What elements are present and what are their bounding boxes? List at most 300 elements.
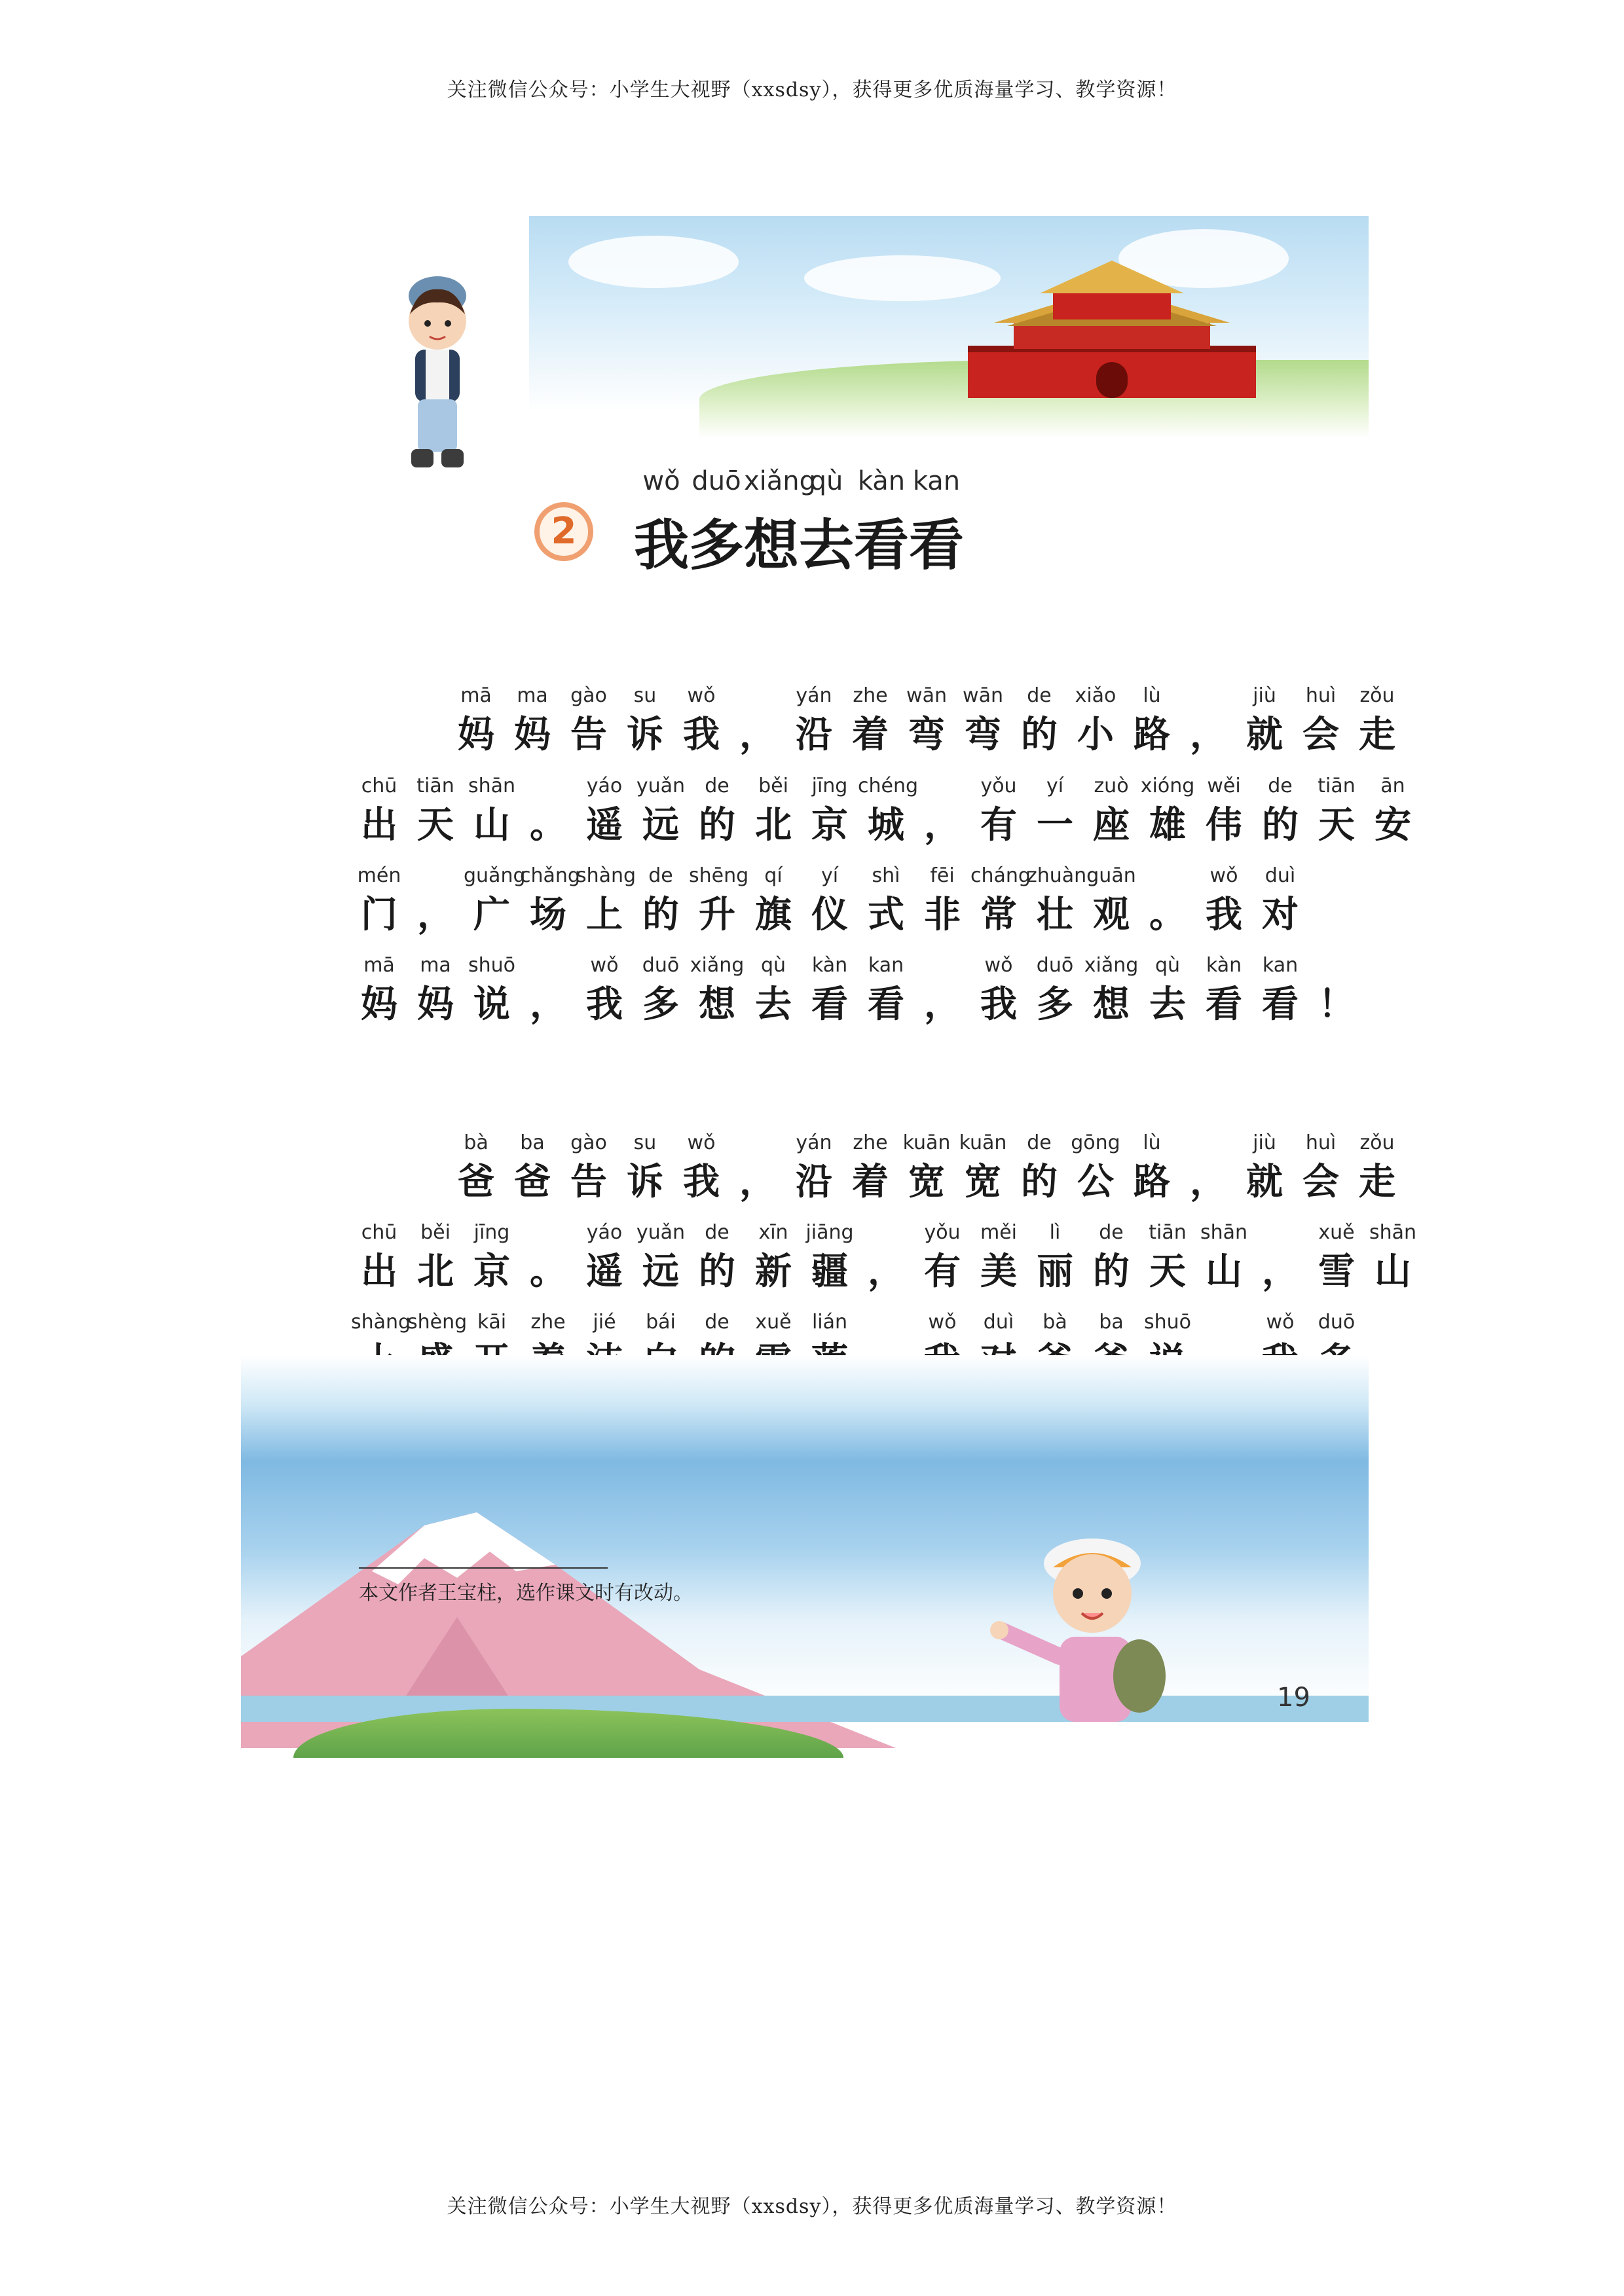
hanzi: 会	[1302, 1160, 1339, 1203]
hanzi-with-pinyin	[1083, 954, 1139, 1027]
hanzi-with-pinyin	[689, 864, 749, 938]
pinyin: de	[705, 1311, 729, 1334]
pinyin: qù	[1154, 954, 1181, 977]
hanzi-with-pinyin	[802, 954, 858, 1027]
hanzi: 告	[570, 1160, 607, 1203]
punctuation	[520, 954, 576, 1027]
hanzi-with-pinyin	[1083, 774, 1139, 848]
punctuation	[407, 864, 464, 938]
pinyin: de	[1099, 1221, 1124, 1244]
pinyin: qí	[764, 864, 783, 887]
pinyin: tiān	[416, 774, 454, 797]
hanzi-with-pinyin	[1083, 864, 1139, 938]
pinyin: de	[705, 1221, 729, 1244]
pinyin: wǒ	[590, 954, 619, 977]
pinyin: yuǎn	[636, 774, 686, 797]
pinyin: de	[648, 864, 673, 887]
hanzi: 的	[699, 1250, 735, 1293]
hanzi: 想	[1093, 983, 1130, 1026]
hanzi: 多	[1037, 983, 1073, 1026]
pinyin: cháng	[970, 864, 1031, 887]
hanzi: 弯	[965, 713, 1001, 756]
hanzi-with-pinyin	[898, 1131, 955, 1205]
pinyin: bà	[1043, 1311, 1067, 1334]
pinyin: kan	[868, 954, 904, 977]
hanzi-with-pinyin	[842, 684, 898, 757]
pinyin: de	[1027, 1131, 1052, 1154]
hanzi: 去	[799, 513, 855, 577]
hanzi-with-pinyin	[970, 1221, 1027, 1294]
pinyin: shān	[1369, 1221, 1417, 1244]
hanzi-with-pinyin	[464, 774, 520, 848]
pinyin: lián	[811, 1311, 848, 1334]
hanzi-with-pinyin	[802, 774, 858, 848]
pinyin: zǒu	[1359, 1131, 1395, 1154]
pinyin: yáo	[586, 774, 623, 797]
hanzi: 说	[473, 983, 510, 1026]
hanzi-with-pinyin	[1196, 1221, 1252, 1294]
hanzi: 宽	[965, 1160, 1001, 1203]
hanzi-with-pinyin	[689, 954, 745, 1027]
hanzi: 妈	[361, 983, 397, 1026]
hanzi: 雄	[1149, 803, 1186, 847]
hanzi-with-pinyin	[970, 774, 1027, 848]
pinyin: yán	[796, 684, 832, 707]
pinyin: jié	[593, 1311, 616, 1334]
hanzi-with-pinyin	[633, 954, 689, 1027]
pinyin	[1180, 1131, 1236, 1159]
hanzi: 的	[1021, 713, 1058, 756]
pinyin: wǒ	[642, 466, 680, 496]
pinyin: zhe	[530, 1311, 566, 1334]
hanzi: 远	[642, 803, 679, 847]
pinyin: mā	[460, 684, 492, 707]
pinyin: fēi	[930, 864, 955, 887]
hanzi-with-pinyin	[633, 774, 689, 848]
pinyin: kan	[912, 466, 961, 496]
punctuation	[729, 684, 786, 757]
hanzi-with-pinyin	[1067, 684, 1124, 757]
hanzi: 的	[699, 803, 735, 847]
hanzi: 山	[473, 803, 510, 847]
pinyin: chū	[361, 774, 397, 797]
hanzi: 丽	[1037, 1250, 1073, 1293]
hanzi: 看	[868, 983, 904, 1026]
hanzi-with-pinyin	[1252, 864, 1308, 938]
hanzi-with-pinyin	[1236, 1131, 1293, 1205]
hanzi-with-pinyin	[634, 466, 689, 581]
pinyin: wān	[963, 684, 1003, 707]
hanzi-with-pinyin	[955, 1131, 1011, 1205]
hanzi-with-pinyin	[576, 954, 633, 1027]
punctuation	[858, 1221, 914, 1294]
hanzi-with-pinyin	[448, 1131, 504, 1205]
hanzi-with-pinyin	[689, 466, 744, 581]
pinyin: měi	[980, 1221, 1017, 1244]
hanzi: 出	[361, 1250, 397, 1293]
pinyin: jīng	[811, 774, 848, 797]
hanzi: 弯	[908, 713, 945, 756]
hanzi: ，	[868, 1250, 904, 1293]
tiananmen-illustration	[968, 247, 1256, 418]
hanzi: 对	[1262, 893, 1299, 936]
punctuation	[520, 774, 576, 848]
hanzi: 的	[1093, 1250, 1130, 1293]
hanzi-with-pinyin	[520, 864, 580, 938]
pinyin: lì	[1049, 1221, 1061, 1244]
pinyin: tiān	[1149, 1221, 1187, 1244]
hanzi-with-pinyin	[745, 954, 802, 1027]
pinyin: jiāng	[805, 1221, 854, 1244]
punctuation	[914, 954, 970, 1027]
page-number: 19	[1277, 1683, 1310, 1713]
hanzi-with-pinyin	[576, 1221, 633, 1294]
hanzi: 的	[1021, 1160, 1058, 1203]
pinyin: yǒu	[980, 774, 1017, 797]
hanzi: 着	[852, 713, 889, 756]
hanzi-with-pinyin	[351, 1221, 407, 1294]
pinyin	[858, 1311, 914, 1338]
hanzi-with-pinyin	[1011, 684, 1067, 757]
hanzi-with-pinyin	[1027, 954, 1083, 1027]
hanzi-with-pinyin	[786, 684, 842, 757]
hanzi-with-pinyin	[351, 954, 407, 1027]
pinyin: mā	[363, 954, 395, 977]
hanzi: 看	[1206, 983, 1242, 1026]
pinyin: wǒ	[687, 684, 716, 707]
hanzi: ，	[924, 803, 961, 847]
hanzi: 就	[1246, 1160, 1283, 1203]
hanzi: 的	[642, 893, 679, 936]
pinyin: yuǎn	[636, 1221, 686, 1244]
hanzi: 去	[1149, 983, 1186, 1026]
hanzi: 看	[909, 513, 965, 577]
mountain-scene-illustration	[241, 1355, 1369, 1758]
pinyin: qù	[809, 466, 843, 496]
hanzi: ，	[739, 1160, 776, 1203]
hanzi-with-pinyin	[561, 1131, 617, 1205]
hanzi-with-pinyin	[1027, 864, 1099, 938]
hanzi-with-pinyin	[576, 774, 633, 848]
footnote: 本文作者王宝柱，选作课文时有改动。	[359, 1582, 693, 1605]
hanzi: 看	[1262, 983, 1299, 1026]
hanzi-with-pinyin	[464, 954, 520, 1027]
hanzi-with-pinyin	[1196, 954, 1252, 1027]
hanzi: 雪	[1318, 1250, 1355, 1293]
pinyin: shēng	[689, 864, 749, 887]
hanzi-with-pinyin	[504, 1131, 561, 1205]
hanzi: 爸	[458, 1160, 494, 1203]
pinyin: shèng	[407, 1311, 468, 1334]
hanzi-with-pinyin	[673, 1131, 729, 1205]
pinyin: jiù	[1253, 684, 1276, 707]
hanzi: 我	[586, 983, 623, 1026]
textbook-page	[241, 216, 1417, 1758]
hanzi: ，	[1190, 1160, 1227, 1203]
hanzi: 沿	[796, 713, 832, 756]
pinyin: zhe	[853, 684, 888, 707]
punctuation	[520, 1221, 576, 1294]
hanzi: 路	[1134, 1160, 1170, 1203]
pinyin: kàn	[1206, 954, 1242, 977]
punctuation	[1252, 1221, 1308, 1294]
pinyin: jīng	[473, 1221, 510, 1244]
hanzi-with-pinyin	[955, 684, 1011, 757]
hanzi: 诉	[627, 1160, 663, 1203]
hanzi-with-pinyin	[448, 684, 504, 757]
hanzi: 广	[473, 893, 510, 936]
hanzi-with-pinyin	[1027, 1221, 1083, 1294]
pinyin: yǒu	[924, 1221, 961, 1244]
hanzi-with-pinyin	[744, 466, 817, 581]
hanzi-with-pinyin	[504, 684, 561, 757]
pinyin: guān	[1086, 864, 1136, 887]
pinyin: běi	[420, 1221, 451, 1244]
hanzi: 京	[473, 1250, 510, 1293]
hanzi: 天	[1318, 803, 1355, 847]
hanzi: 看	[854, 513, 910, 577]
hanzi-with-pinyin	[745, 864, 802, 938]
hanzi-with-pinyin	[1139, 774, 1196, 848]
hanzi: ，	[1190, 713, 1227, 756]
hanzi: 常	[980, 893, 1017, 936]
hanzi: 沿	[796, 1160, 832, 1203]
hanzi: 伟	[1206, 803, 1242, 847]
pinyin: kuān	[902, 1131, 951, 1154]
hanzi-with-pinyin	[1011, 1131, 1067, 1205]
hanzi-with-pinyin	[745, 774, 802, 848]
hanzi: 小	[1077, 713, 1114, 756]
hanzi-with-pinyin	[1365, 1221, 1421, 1294]
pinyin: zhe	[853, 1131, 888, 1154]
hanzi: 安	[1375, 803, 1411, 847]
hanzi: 公	[1077, 1160, 1114, 1203]
pinyin: ma	[517, 684, 548, 707]
hanzi: ！	[1318, 983, 1355, 1026]
hanzi-with-pinyin	[407, 774, 464, 848]
pinyin: yáo	[586, 1221, 623, 1244]
watermark-bottom: 关注微信公众号：小学生大视野（xxsdsy），获得更多优质海量学习、教学资源！	[447, 2195, 1177, 2218]
boy-with-cap-illustration	[994, 1525, 1190, 1722]
pinyin	[1139, 864, 1196, 892]
pinyin: xiǎng	[690, 954, 745, 977]
pinyin: shān	[468, 774, 516, 797]
hanzi-with-pinyin	[1196, 864, 1252, 938]
hanzi: 上	[586, 893, 623, 936]
pinyin: lù	[1143, 684, 1161, 707]
pinyin	[520, 774, 576, 802]
hanzi-with-pinyin	[1027, 774, 1083, 848]
hanzi: 妈	[514, 713, 551, 756]
hanzi: 就	[1246, 713, 1283, 756]
hanzi: 座	[1093, 803, 1130, 847]
hanzi: 走	[1359, 713, 1395, 756]
hanzi: 。	[530, 803, 566, 847]
hanzi: 。	[530, 1250, 566, 1293]
hanzi: 城	[868, 803, 904, 847]
pinyin: de	[1268, 774, 1293, 797]
hanzi-with-pinyin	[745, 1221, 802, 1294]
hanzi: 有	[980, 803, 1017, 847]
hanzi-with-pinyin	[799, 466, 854, 581]
pinyin: duō	[692, 466, 741, 496]
hanzi: 北	[417, 1250, 454, 1293]
hanzi: 门	[361, 893, 397, 936]
pinyin: chū	[361, 1221, 397, 1244]
hanzi: 我	[683, 713, 720, 756]
pinyin: lù	[1143, 1131, 1161, 1154]
pinyin: yí	[1046, 774, 1064, 797]
hanzi: 场	[530, 893, 566, 936]
pinyin: běi	[758, 774, 788, 797]
hanzi: 新	[755, 1250, 792, 1293]
hanzi: 多	[642, 983, 679, 1026]
hanzi: 北	[755, 803, 792, 847]
pinyin: ba	[1099, 1311, 1124, 1334]
hanzi: 着	[852, 1160, 889, 1203]
punctuation	[1308, 954, 1365, 1027]
pinyin: shàng	[351, 1311, 411, 1334]
hanzi: ，	[530, 983, 566, 1026]
hanzi-with-pinyin	[1349, 684, 1405, 757]
hanzi: 宽	[908, 1160, 945, 1203]
hanzi: 会	[1302, 713, 1339, 756]
hanzi-with-pinyin	[858, 774, 919, 848]
pinyin: xuě	[755, 1311, 792, 1334]
pinyin: duì	[983, 1311, 1014, 1334]
hanzi-with-pinyin	[689, 774, 745, 848]
pinyin: bái	[646, 1311, 676, 1334]
pinyin	[1252, 1221, 1308, 1248]
pinyin: xiǎng	[1084, 954, 1139, 977]
hanzi-with-pinyin	[673, 684, 729, 757]
pinyin: de	[705, 774, 729, 797]
pinyin: su	[633, 684, 657, 707]
pinyin: de	[1027, 684, 1052, 707]
footnote-rule	[359, 1567, 608, 1569]
hanzi: 非	[924, 893, 961, 936]
hanzi-with-pinyin	[633, 864, 689, 938]
hanzi-with-pinyin	[914, 864, 970, 938]
hanzi: 诉	[627, 713, 663, 756]
hanzi: 想	[699, 983, 735, 1026]
hanzi: 疆	[811, 1250, 848, 1293]
pinyin: kāi	[477, 1311, 507, 1334]
hanzi-with-pinyin	[633, 1221, 689, 1294]
pinyin: shì	[872, 864, 900, 887]
hanzi-with-pinyin	[802, 1221, 858, 1294]
hanzi-with-pinyin	[617, 684, 673, 757]
hanzi: 看	[811, 983, 848, 1026]
hanzi-with-pinyin	[1349, 1131, 1405, 1205]
pinyin: yí	[821, 864, 839, 887]
hanzi: 妈	[458, 713, 494, 756]
pinyin: xuě	[1318, 1221, 1355, 1244]
hanzi-with-pinyin	[786, 1131, 842, 1205]
hanzi: ，	[739, 713, 776, 756]
pinyin: huì	[1305, 1131, 1337, 1154]
pinyin: gào	[570, 684, 607, 707]
pinyin	[520, 1221, 576, 1248]
hanzi-with-pinyin	[1293, 684, 1349, 757]
pinyin: duì	[1264, 864, 1296, 887]
hanzi-with-pinyin	[1252, 954, 1308, 1027]
lesson-number-badge: 2	[534, 502, 593, 561]
pinyin: huì	[1305, 684, 1337, 707]
hanzi: 告	[570, 713, 607, 756]
pinyin: chǎng	[520, 864, 580, 887]
pinyin: guǎng	[464, 864, 526, 887]
hanzi-with-pinyin	[970, 864, 1031, 938]
boy-illustration	[392, 268, 483, 491]
hanzi: 我	[683, 1160, 720, 1203]
punctuation	[1139, 864, 1196, 938]
hanzi: 远	[642, 1250, 679, 1293]
hanzi-with-pinyin	[970, 954, 1027, 1027]
pinyin: wǒ	[1209, 864, 1238, 887]
hanzi-with-pinyin	[1139, 954, 1196, 1027]
pinyin: yán	[796, 1131, 832, 1154]
pinyin: shuō	[1143, 1311, 1191, 1334]
hanzi: 一	[1037, 803, 1073, 847]
hanzi-with-pinyin	[1196, 774, 1252, 848]
hanzi: 京	[811, 803, 848, 847]
pinyin: kan	[1262, 954, 1299, 977]
hanzi: 式	[868, 893, 904, 936]
hanzi-with-pinyin	[1293, 1131, 1349, 1205]
pinyin: wǒ	[928, 1311, 957, 1334]
pinyin: gào	[570, 1131, 607, 1154]
hanzi: 去	[755, 983, 792, 1026]
hanzi: 我	[634, 513, 690, 577]
hanzi-with-pinyin	[1308, 774, 1365, 848]
pinyin: kàn	[857, 466, 906, 496]
hanzi-with-pinyin	[1236, 684, 1293, 757]
hanzi-with-pinyin	[1308, 1221, 1365, 1294]
hanzi-with-pinyin	[689, 1221, 745, 1294]
pinyin: jiù	[1253, 1131, 1276, 1154]
pinyin: su	[633, 1131, 657, 1154]
pinyin: wǒ	[1266, 1311, 1295, 1334]
hanzi-with-pinyin	[909, 466, 964, 581]
hanzi: 出	[361, 803, 397, 847]
hanzi: 有	[924, 1250, 961, 1293]
hanzi-with-pinyin	[854, 466, 909, 581]
hanzi: ，	[1262, 1250, 1299, 1293]
pinyin	[1308, 954, 1365, 981]
pinyin: shuō	[468, 954, 515, 977]
punctuation	[1180, 1131, 1236, 1205]
hanzi-with-pinyin	[858, 864, 914, 938]
hanzi-with-pinyin	[464, 864, 526, 938]
hanzi-with-pinyin	[351, 774, 407, 848]
hanzi-with-pinyin	[802, 864, 858, 938]
hanzi: 路	[1134, 713, 1170, 756]
hanzi: 想	[744, 513, 800, 577]
hanzi: 爸	[514, 1160, 551, 1203]
pinyin	[1180, 684, 1236, 712]
hanzi: ，	[417, 893, 454, 936]
hanzi-with-pinyin	[464, 1221, 520, 1294]
hanzi: 。	[1149, 893, 1186, 936]
hanzi-with-pinyin	[407, 1221, 464, 1294]
hanzi: 天	[417, 803, 454, 847]
pinyin: zhuàng	[1027, 864, 1099, 887]
watermark-top: 关注微信公众号：小学生大视野（xxsdsy），获得更多优质海量学习、教学资源！	[447, 79, 1177, 101]
hanzi-with-pinyin	[1124, 684, 1180, 757]
hanzi: 我	[980, 983, 1017, 1026]
pinyin: xiǎng	[744, 466, 817, 496]
